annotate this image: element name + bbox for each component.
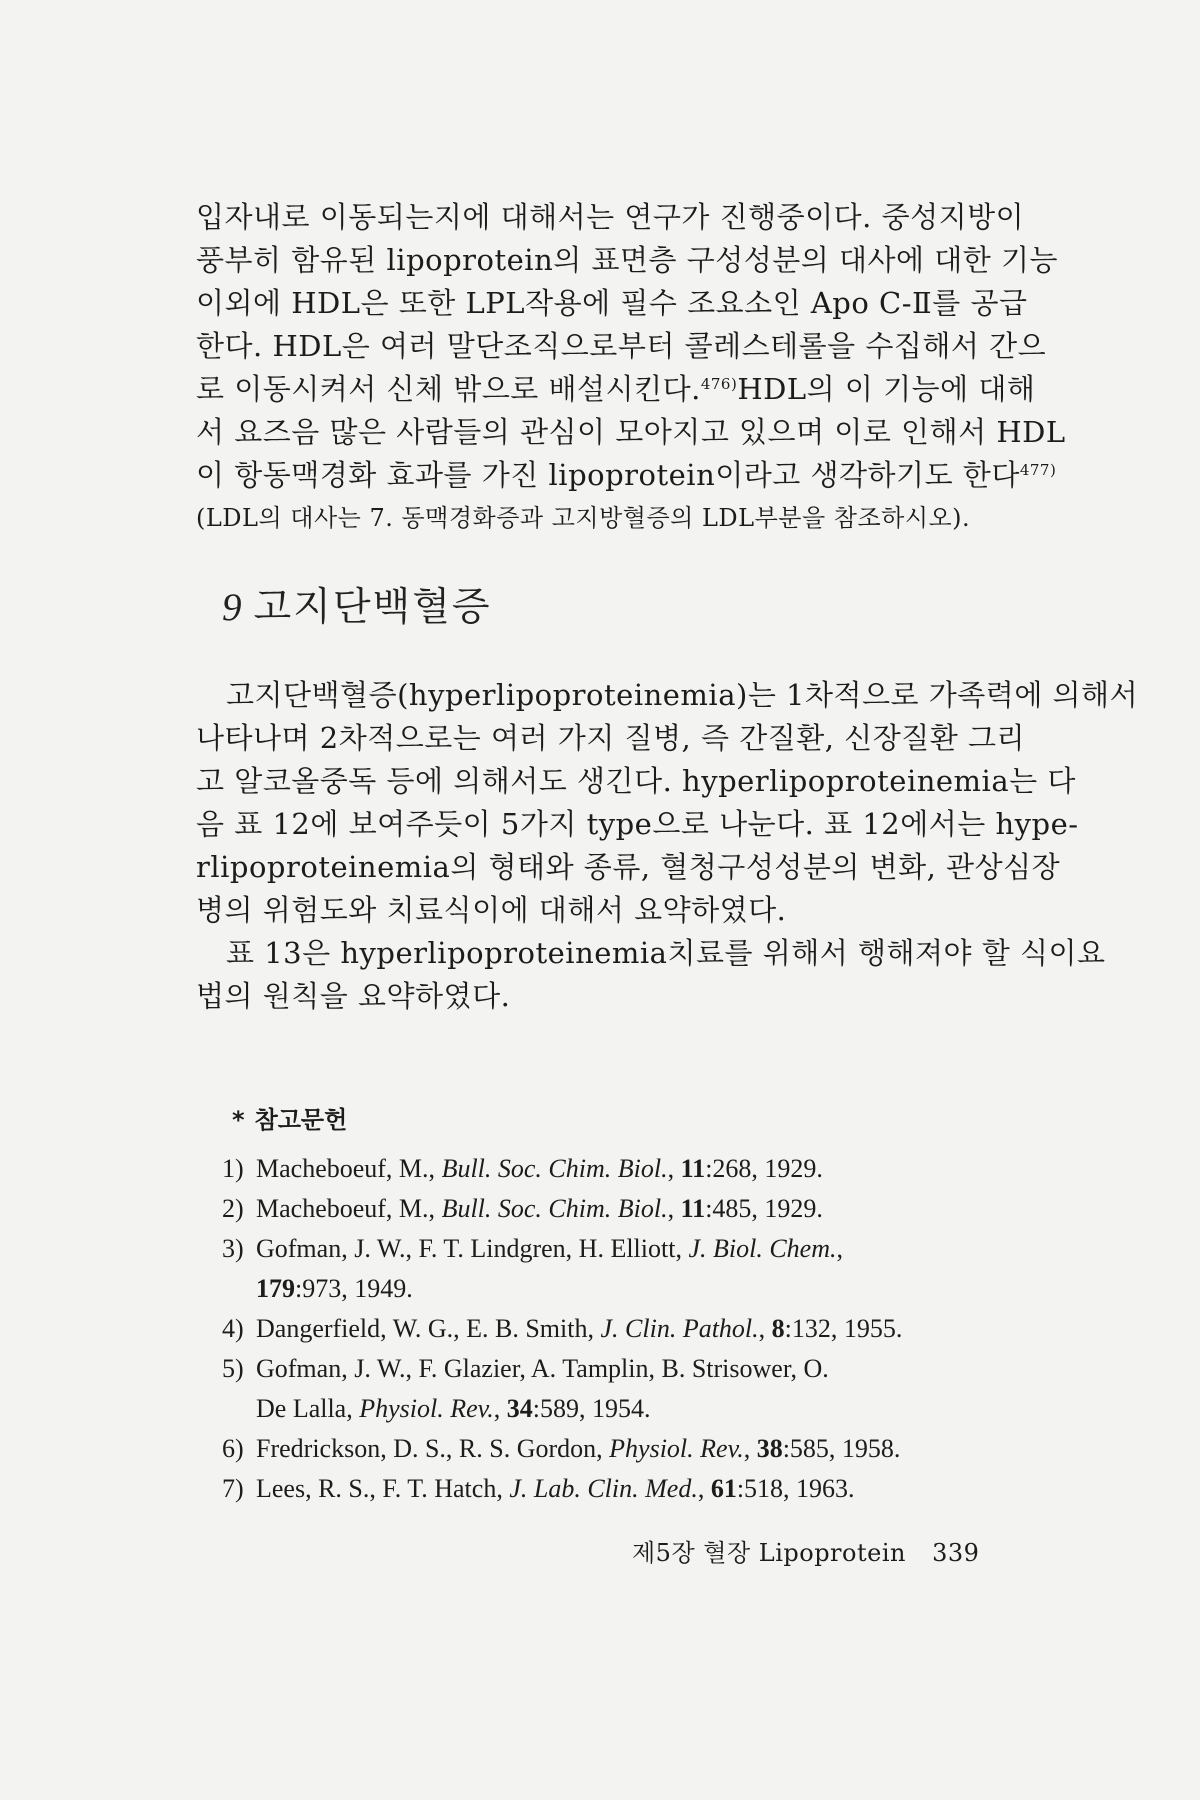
paragraph1-line4: 한다. HDL은 여러 말단조직으로부터 콜레스테롤을 수집해서 간으 (196, 329, 1047, 363)
reference-authors: Macheboeuf, M., (256, 1194, 442, 1223)
reference-authors: Fredrickson, D. S., R. S. Gordon, (256, 1434, 610, 1463)
paragraph1-line5-end: HDL의 이 기능에 대해 (737, 372, 1036, 406)
page-footer (632, 1536, 979, 1570)
reference-separator: , (667, 1194, 681, 1223)
reference-volume: 34 (506, 1394, 533, 1423)
reference-item (222, 1431, 900, 1467)
paragraph3-line2: 법의 원칙을 요약하였다. (196, 979, 511, 1013)
reference-item (222, 1311, 902, 1347)
paragraph1-line2: 풍부히 함유된 lipoprotein의 표면층 구성성분의 대사에 대한 기능 (196, 243, 1059, 277)
reference-journal: Physiol. Rev. (609, 1434, 744, 1463)
paragraph2-line5: rlipoproteinemia의 형태와 종류, 혈청구성성분의 변화, 관상심장 (196, 850, 1061, 884)
reference-journal: J. Lab. Clin. Med. (509, 1474, 698, 1503)
paragraph3-line1: 표 13은 hyperlipoproteinemia치료를 위해서 행해져야 할 식이요 (226, 936, 1106, 970)
paragraph2-line6: 병의 위험도와 치료식이에 대해서 요약하였다. (196, 893, 787, 927)
paragraph1-line5-start: 로 이동시켜서 신체 밖으로 배설시킨다.$^{476)}$ (196, 372, 738, 406)
reference-pages-year: :518, 1963. (736, 1474, 855, 1503)
reference-authors: Dangerfield, W. G., E. B. Smith, (256, 1314, 601, 1343)
citation-476: 476) (700, 375, 738, 393)
reference-journal: J. Clin. Pathol. (600, 1314, 759, 1343)
reference-journal: Physiol. Rev. (359, 1394, 494, 1423)
reference-separator: , (758, 1314, 772, 1343)
reference-number: 5) (222, 1354, 244, 1383)
reference-volume: 61 (710, 1474, 737, 1503)
paragraph1-line5 (196, 369, 1036, 409)
reference-item (222, 1151, 823, 1187)
page-number: 339 (932, 1539, 980, 1567)
paragraph1-line6: 서 요즈음 많은 사람들의 관심이 모아지고 있으며 이로 인해서 HDL (196, 415, 1066, 449)
reference-pages-year: :132, 1955. (784, 1314, 903, 1343)
reference-separator: , (743, 1434, 757, 1463)
reference-volume: 8 (771, 1314, 785, 1343)
reference-pages-year: :585, 1958. (782, 1434, 901, 1463)
citation-477: 477) (1019, 461, 1057, 479)
reference-journal: Bull. Soc. Chim. Biol. (441, 1194, 668, 1223)
reference-separator: , (697, 1474, 711, 1503)
reference-authors: Lees, R. S., F. T. Hatch, (256, 1474, 510, 1503)
reference-volume: 11 (680, 1194, 706, 1223)
reference-journal: J. Biol. Chem. (688, 1234, 837, 1263)
reference-authors: Macheboeuf, M., (256, 1154, 442, 1183)
paragraph2-line3: 고 알코올중독 등에 의해서도 생긴다. hyperlipoproteinemia는 다 (196, 764, 1076, 798)
reference-volume: 179 (256, 1274, 295, 1303)
section-heading (222, 583, 492, 633)
reference-authors: De Lalla, (256, 1394, 360, 1423)
reference-pages-year: :973, 1949. (295, 1274, 413, 1303)
reference-separator: , (836, 1234, 843, 1263)
reference-item-continued (256, 1391, 651, 1427)
reference-authors: Gofman, J. W., F. T. Lindgren, H. Elliott, (256, 1234, 689, 1263)
reference-volume: 11 (680, 1154, 706, 1183)
reference-number: 6) (222, 1434, 244, 1463)
reference-separator: , (493, 1394, 507, 1423)
reference-pages-year: :268, 1929. (705, 1154, 823, 1183)
paragraph1-line7: 이 항동맥경화 효과를 가진 lipoprotein이라고 생각하기도 한다$^{477)}$ (196, 458, 1057, 492)
reference-volume: 38 (756, 1434, 783, 1463)
reference-number: 2) (222, 1194, 244, 1223)
reference-number: 3) (222, 1234, 244, 1263)
references-title (232, 1103, 347, 1137)
reference-item-continued (256, 1271, 413, 1307)
reference-pages-year: :589, 1954. (532, 1394, 651, 1423)
reference-pages-year: :485, 1929. (705, 1194, 823, 1223)
reference-separator: , (667, 1154, 681, 1183)
reference-item (222, 1351, 829, 1387)
asterisk-icon: * (232, 1106, 245, 1134)
reference-journal: Bull. Soc. Chim. Biol. (441, 1154, 668, 1183)
references-title-text: 참고문헌 (254, 1106, 348, 1134)
paragraph2-line2: 나타나며 2차적으로는 여러 가지 질병, 즉 간질환, 신장질환 그리 (196, 721, 1025, 755)
paragraph1-line1: 입자내로 이동되는지에 대해서는 연구가 진행중이다. 중성지방이 (196, 200, 1025, 234)
section-number: 9 (222, 586, 244, 629)
reference-item (222, 1191, 823, 1227)
paragraph1-line8: (LDL의 대사는 7. 동맥경화증과 고지방혈증의 LDL부분을 참조하시오). (196, 504, 971, 532)
section-title: 고지단백혈증 (253, 585, 492, 630)
paragraph1-line3: 이외에 HDL은 또한 LPL작용에 필수 조요소인 Apo C-Ⅱ를 공급 (196, 286, 1028, 320)
reference-number: 7) (222, 1474, 244, 1503)
paragraph2-line4: 음 표 12에 보여주듯이 5가지 type으로 나눈다. 표 12에서는 hype- (196, 807, 1079, 841)
reference-number: 1) (222, 1154, 244, 1183)
running-footer-chapter: 제5장 혈장 Lipoprotein (632, 1539, 906, 1567)
reference-authors: Gofman, J. W., F. Glazier, A. Tamplin, B. Strisower, O. (256, 1354, 829, 1383)
paragraph2-line1: 고지단백혈증(hyperlipoproteinemia)는 1차적으로 가족력에 의해서 (226, 678, 1139, 712)
reference-item (222, 1231, 843, 1267)
reference-item (222, 1471, 855, 1507)
reference-number: 4) (222, 1314, 244, 1343)
